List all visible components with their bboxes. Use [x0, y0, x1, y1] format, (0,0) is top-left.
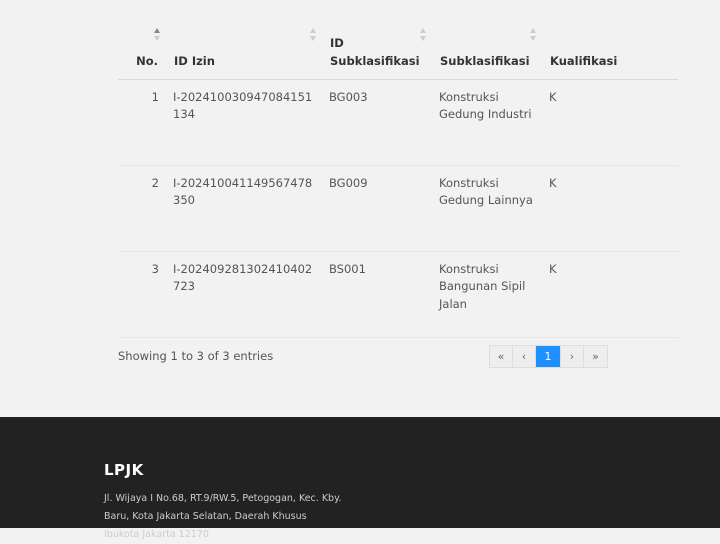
table-row: [118, 165, 678, 251]
cell-id-izin: I-202409281302410402723: [166, 251, 322, 337]
cell-kualifikasi: K: [542, 251, 678, 337]
column-header-id-subklasifikasi[interactable]: [322, 0, 432, 79]
table-container: [118, 0, 618, 338]
cell-id-subklasifikasi: BS001: [322, 251, 432, 337]
cell-kualifikasi: K: [542, 79, 678, 165]
column-header-id-izin[interactable]: [166, 0, 322, 79]
cell-id-izin: I-202410041149567478350: [166, 165, 322, 251]
sort-icon: [530, 28, 538, 42]
prev-page-button[interactable]: ‹: [513, 346, 536, 367]
page-1-button[interactable]: 1: [536, 346, 561, 367]
next-page-button[interactable]: ›: [561, 346, 584, 367]
cell-no: 2: [118, 165, 166, 251]
column-header-label: Kualifikasi: [550, 53, 618, 68]
footer: [0, 417, 720, 540]
column-header-no[interactable]: [118, 0, 166, 79]
column-header-label: Subklasifikasi: [330, 53, 420, 68]
pagination: [489, 345, 608, 368]
column-header-label: No.: [136, 53, 158, 68]
column-header-label: Subklasifikasi: [440, 53, 530, 68]
cell-subklasifikasi: Konstruksi Gedung Industri: [432, 79, 542, 165]
table-header-row: [118, 0, 678, 79]
sort-icon: [310, 28, 318, 42]
column-header-subklasifikasi[interactable]: [432, 0, 542, 79]
cell-no: 1: [118, 79, 166, 165]
cell-subklasifikasi: Konstruksi Gedung Lainnya: [432, 165, 542, 251]
column-header-label: ID Izin: [174, 53, 215, 68]
footer-brand: LPJK: [104, 461, 144, 479]
cell-subklasifikasi: Konstruksi Bangunan Sipil Jalan: [432, 251, 542, 337]
subklasifikasi-table: [118, 0, 678, 338]
footer-address: Jl. Wijaya I No.68, RT.9/RW.5, Petogogan, Kec. Kby. Baru, Kota Jakarta Selatan, Daerah Khusus Ibukota Jakarta 12170: [104, 493, 342, 540]
cell-id-subklasifikasi: BG003: [322, 79, 432, 165]
table-row: [118, 251, 678, 337]
cell-id-izin: I-202410030947084151134: [166, 79, 322, 165]
sort-ascending-icon: [154, 28, 162, 42]
cell-no: 3: [118, 251, 166, 337]
cell-kualifikasi: K: [542, 165, 678, 251]
first-page-button[interactable]: «: [490, 346, 513, 367]
sort-icon: [420, 28, 428, 42]
last-page-button[interactable]: »: [592, 350, 599, 363]
table-info: Showing 1 to 3 of 3 entries: [118, 349, 274, 363]
cell-id-subklasifikasi: BG009: [322, 165, 432, 251]
table-row: [118, 79, 678, 165]
column-header-kualifikasi[interactable]: [542, 0, 678, 79]
column-header-label: ID: [330, 35, 344, 50]
